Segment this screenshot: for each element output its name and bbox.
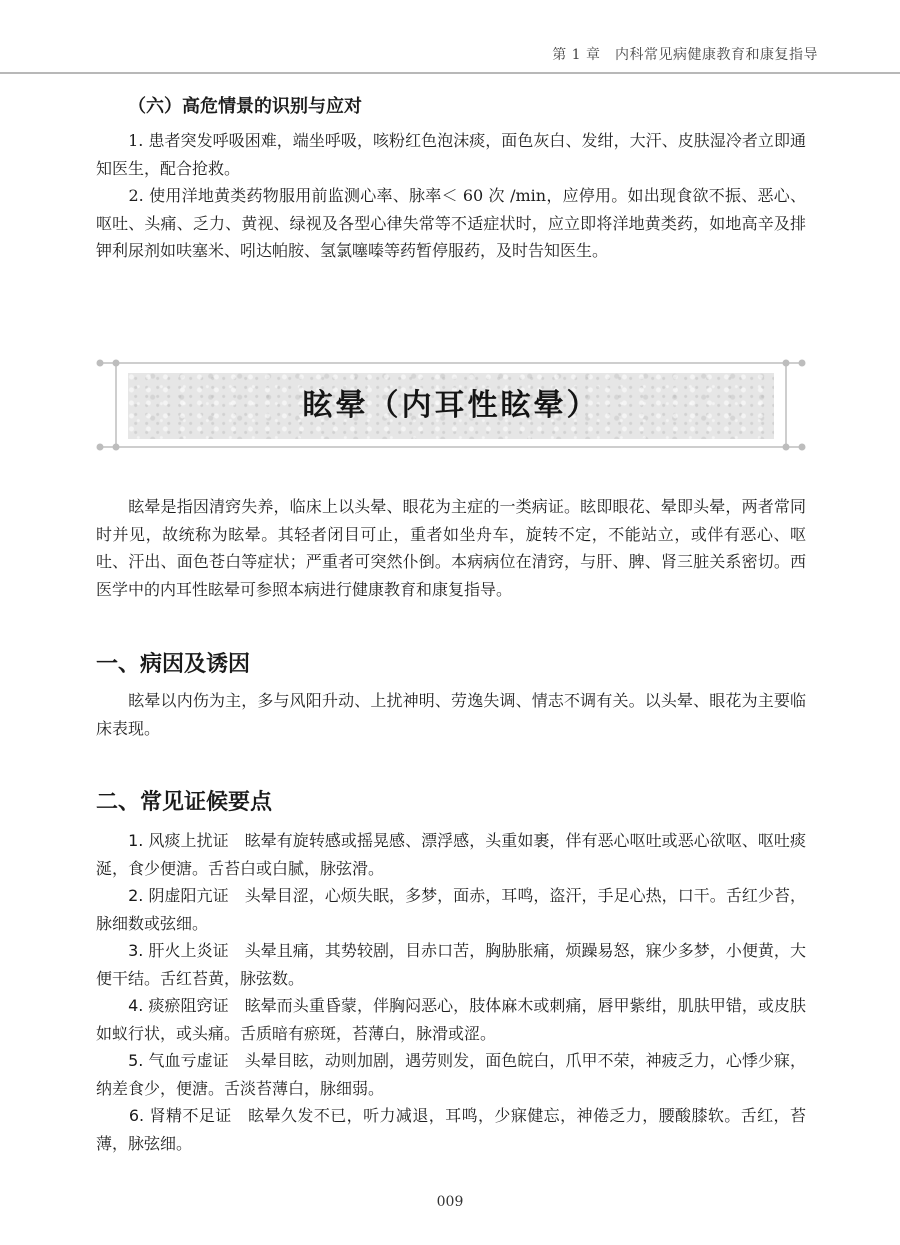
running-header: 第 1 章 内科常见病健康教育和康复指导 <box>552 47 818 63</box>
syndrome-label: 4. 痰瘀阻窍证 <box>128 996 229 1015</box>
syndrome-item-6 <box>96 1102 806 1157</box>
page-number: 009 <box>436 1194 464 1210</box>
paragraph-causes: 眩晕以内伤为主，多与风阳升动、上扰神明、劳逸失调、情志不调有关。以头晕、眼花为主要临床表现。 <box>96 691 806 738</box>
heading-causes: 一、病因及诱因 <box>96 652 251 677</box>
chapter-title: 眩晕（内耳性眩晕） <box>302 388 600 423</box>
syndrome-item-4 <box>96 992 806 1047</box>
syndrome-item-2 <box>96 882 806 937</box>
banner-texture <box>128 373 774 439</box>
syndrome-item-3 <box>96 937 806 992</box>
header-rule <box>0 72 900 74</box>
syndrome-text: 眩晕有旋转感或摇晃感、漂浮感，头重如裹，伴有恶心呕吐或恶心欲呕、呕吐痰涎，食少便溏。舌苔白或白腻，脉弦滑。 <box>96 831 806 878</box>
syndrome-label: 2. 阴虚阳亢证 <box>128 886 229 905</box>
heading-syndromes: 二、常见证候要点 <box>96 790 273 815</box>
syndrome-item-1 <box>96 827 806 882</box>
section-heading-high-risk: （六）高危情景的识别与应对 <box>128 96 362 117</box>
syndrome-text: 头晕目涩，心烦失眠，多梦，面赤，耳鸣，盗汗，手足心热，口干。舌红少苔，脉细数或弦细。 <box>96 886 806 933</box>
syndrome-text: 头晕目眩，动则加剧，遇劳则发，面色皖白，爪甲不荣，神疲乏力，心悸少寐，纳差食少，便溏。舌淡苔薄白，脉细弱。 <box>96 1051 806 1098</box>
syndrome-text: 头晕且痛，其势较剧，目赤口苦，胸胁胀痛，烦躁易怒，寐少多梦，小便黄，大便干结。舌红苔黄，脉弦数。 <box>96 941 806 988</box>
title-banner <box>96 357 806 453</box>
intro-paragraph: 眩晕是指因清窍失养，临床上以头晕、眼花为主症的一类病证。眩即眼花、晕即头晕，两者常同时并见，故统称为眩晕。其轻者闭目可止，重者如坐舟车，旋转不定，不能站立，或伴有恶心、呕吐、汗出、面色苍白等症状；严重者可突然仆倒。本病病位在清窍，与肝、脾、肾三脏关系密切。西医学中的内耳性眩晕可参照本病进行健康教育和康复指导。 <box>96 497 806 599</box>
syndrome-label: 3. 肝火上炎证 <box>128 941 229 960</box>
paragraph-high-risk-1: 1. 患者突发呼吸困难，端坐呼吸，咳粉红色泡沫痰，面色灰白、发绀，大汗、皮肤湿冷者立即通知医生，配合抢救。 <box>96 131 806 178</box>
syndrome-text: 眩晕久发不已，听力减退，耳鸣，少寐健忘，神倦乏力，腰酸膝软。舌红，苔薄，脉弦细。 <box>96 1106 806 1153</box>
syndrome-item-5 <box>96 1047 806 1102</box>
syndrome-label: 5. 气血亏虚证 <box>128 1051 229 1070</box>
syndrome-label: 6. 肾精不足证 <box>128 1106 232 1125</box>
syndrome-text: 眩晕而头重昏蒙，伴胸闷恶心，肢体麻木或刺痛，唇甲紫绀，肌肤甲错，或皮肤如蚁行状，或头痛。舌质暗有瘀斑，苔薄白，脉滑或涩。 <box>96 996 806 1043</box>
syndrome-label: 1. 风痰上扰证 <box>128 831 229 850</box>
paragraph-high-risk-2: 2. 使用洋地黄类药物服用前监测心率、脉率＜ 60 次 /min，应停用。如出现食欲不振、恶心、呕吐、头痛、乏力、黄视、绿视及各型心律失常等不适症状时，应立即将洋地黄类药，如地高辛及排钾利尿剂如呋塞米、吲达帕胺、氢氯噻嗪等药暂停服药，及时告知医生。 <box>96 186 806 260</box>
